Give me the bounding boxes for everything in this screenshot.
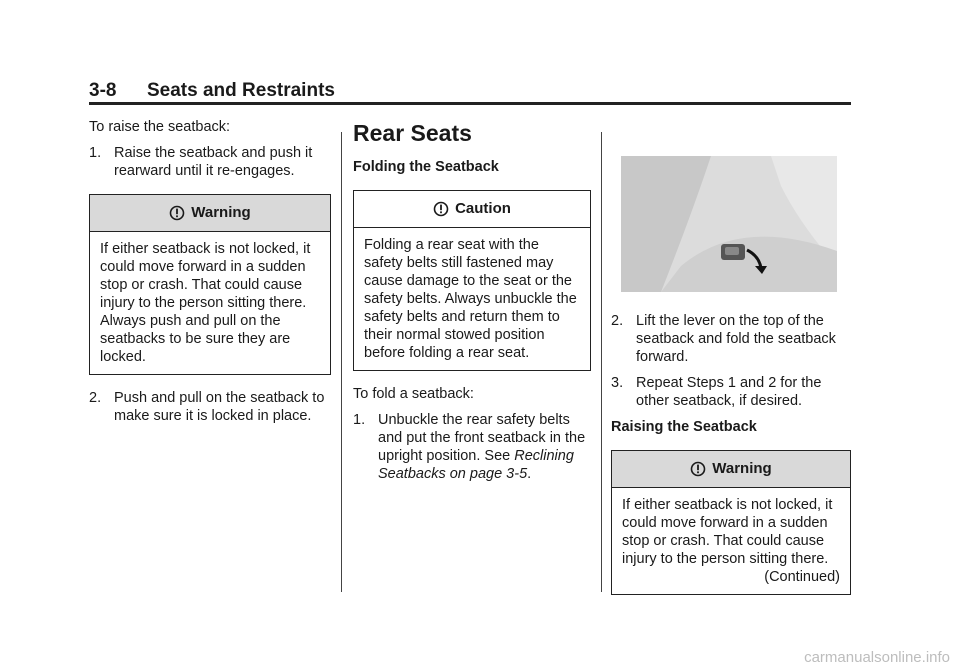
caution-header xyxy=(354,191,590,228)
warning-box xyxy=(89,194,331,375)
subheading: Raising the Seatback xyxy=(611,419,757,435)
column-divider xyxy=(341,132,342,592)
step-2 xyxy=(611,312,851,366)
warning-text: If either seatback is not locked, it could move forward in a sudden stop or crash. That could cause injury to the person sitting there. xyxy=(622,497,833,567)
cross-reference-link[interactable]: Reclining Seatbacks on page 3-5 xyxy=(378,448,574,482)
step-text-end: . xyxy=(527,466,532,482)
caution-box xyxy=(353,190,591,371)
page-header xyxy=(89,80,851,102)
step-number: 3. xyxy=(611,375,624,391)
column-2 xyxy=(353,118,591,491)
step-3 xyxy=(611,374,851,410)
raise-intro: To raise the seatback: xyxy=(89,119,231,135)
warning-title: Warning xyxy=(712,460,772,477)
warning-header xyxy=(90,195,330,232)
warning-body xyxy=(612,488,850,594)
subheading: Folding the Seatback xyxy=(353,159,499,175)
warning-box xyxy=(611,450,851,595)
warning-text: If either seatback is not locked, it could move forward in a sudden stop or crash. That could cause injury to the person sitting there. Always push and pull on the seatbacks to be sure they are locked. xyxy=(100,241,311,365)
seatback-lever-photo xyxy=(621,156,837,292)
step-text: Raise the seatback and push it rearward until it re-engages. xyxy=(114,145,313,179)
header-rule xyxy=(89,102,851,105)
section-number: 3-8 xyxy=(89,80,117,101)
caution-icon xyxy=(433,201,449,217)
step-text: Push and pull on the seatback to make sure it is locked in place. xyxy=(114,390,325,424)
continued-label: (Continued) xyxy=(764,569,840,585)
section-title: Seats and Restraints xyxy=(147,80,335,101)
step-number: 2. xyxy=(89,390,102,406)
step-text xyxy=(378,411,591,483)
step-2 xyxy=(89,389,331,425)
column-divider xyxy=(601,132,602,592)
section-heading: Rear Seats xyxy=(353,120,472,146)
header-title xyxy=(89,80,851,102)
column-3 xyxy=(611,118,851,609)
step-text-main: Unbuckle the rear safety belts and put the front seatback in the upright position. See xyxy=(378,412,586,464)
warning-icon xyxy=(169,205,185,221)
caution-title: Caution xyxy=(455,200,511,217)
caution-text: Folding a rear seat with the safety belts still fastened may cause damage to the seat or the safety belts. Always unbuckle the safety belts and return them to their normal stowed position before folding a rear seat. xyxy=(364,237,577,361)
column-1 xyxy=(89,118,331,433)
warning-title: Warning xyxy=(191,204,251,221)
watermark: carmanualsonline.info xyxy=(804,649,950,666)
warning-icon xyxy=(690,461,706,477)
warning-header xyxy=(612,451,850,488)
fold-intro: To fold a seatback: xyxy=(353,386,474,402)
step-number: 2. xyxy=(611,313,624,329)
step-1 xyxy=(89,144,331,180)
step-text: Lift the lever on the top of the seatback and fold the seatback forward. xyxy=(636,313,836,365)
step-text: Repeat Steps 1 and 2 for the other seatback, if desired. xyxy=(636,375,822,409)
step-number: 1. xyxy=(89,145,102,161)
step-1 xyxy=(353,411,591,483)
step-number: 1. xyxy=(353,412,366,428)
